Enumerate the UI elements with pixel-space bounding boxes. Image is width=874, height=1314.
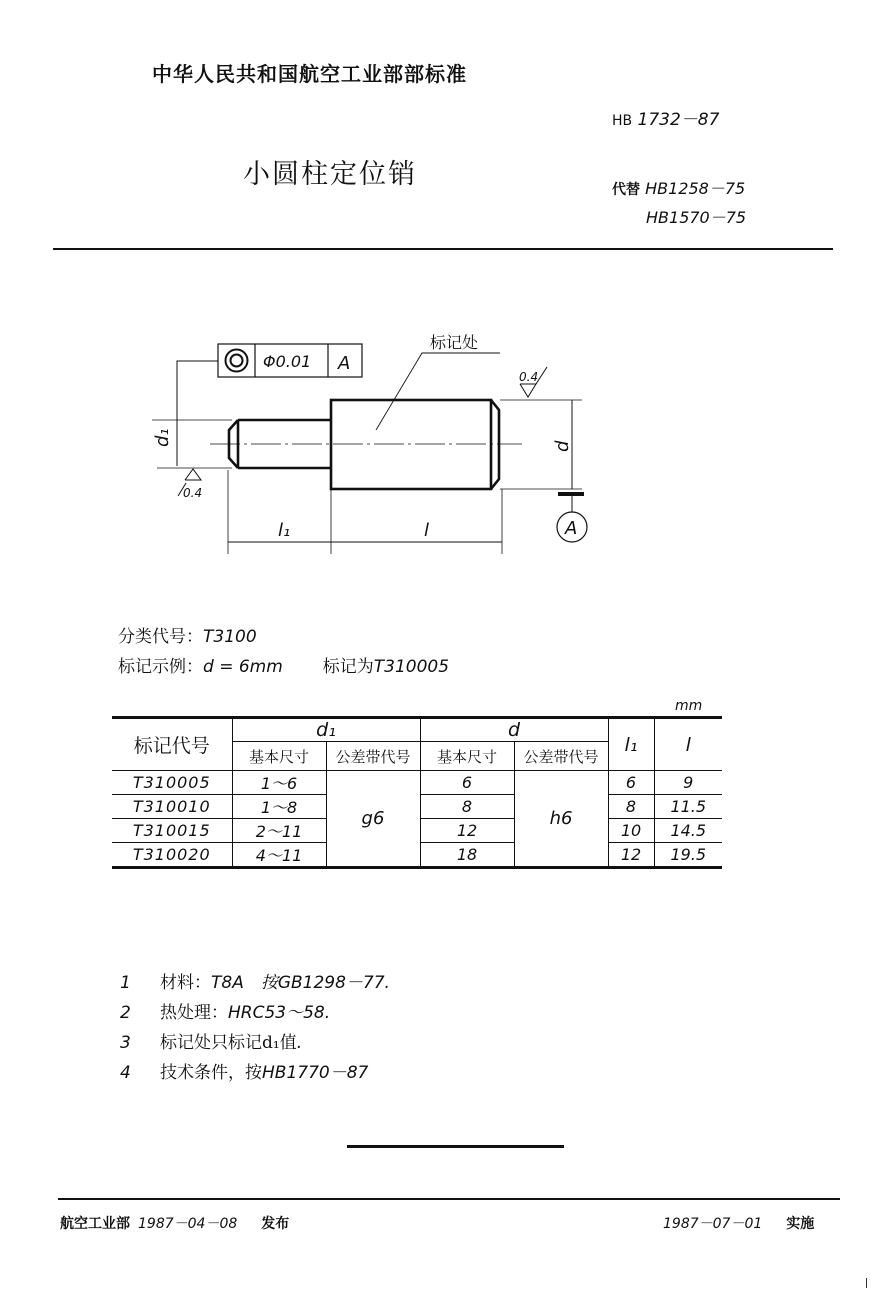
footer-effective [655,1213,814,1233]
note-item [120,998,390,1028]
cell-code: T310015 [112,819,232,843]
header-code: 标记代号 [112,718,232,771]
cell-l1: 10 [608,819,654,843]
scan-corner-mark [866,1278,870,1288]
note-label: 标记处只标记d₁值 [160,1033,297,1053]
roughness-icon-left [185,469,201,480]
cell-l: 9 [654,771,722,795]
note-label: 材料： [160,973,211,993]
marking-example [118,652,449,677]
standard-number-value: 1732－87 [637,110,720,130]
example-condition: d = 6mm [203,657,283,677]
replaces-label: 代替 [612,182,640,198]
mark-location-label: 标记处 [430,333,479,352]
spec-table [112,716,722,869]
cell-l1: 12 [608,843,654,868]
cell-code: T310020 [112,843,232,868]
standard-prefix: HB [612,113,633,129]
classification-value: T3100 [203,627,257,647]
technical-notes [120,968,390,1088]
dim-l1-label: l₁ [278,520,291,541]
marked-as-label: 标记为 [322,657,374,677]
note-number: 4 [120,1063,131,1083]
cell-d: 12 [420,819,514,843]
cell-d: 18 [420,843,514,868]
header-l: l [654,718,722,771]
table-unit: mm [675,698,703,714]
footer-divider [58,1198,840,1200]
example-label: 标记示例： [118,657,203,677]
cell-d1: 1～6 [232,771,326,795]
header-d1-tolerance: 公差带代号 [326,742,420,771]
header-d-tolerance: 公差带代号 [514,742,608,771]
dim-d1-label: d₁ [152,428,173,447]
header-divider [53,248,833,250]
cell-d-tolerance: h6 [514,771,608,868]
cell-d1: 1～8 [232,795,326,819]
technical-drawing [150,320,610,560]
issuing-organization: 中华人民共和国航空工业部部标准 [152,62,467,86]
effective-label: 实施 [786,1216,815,1232]
effective-date: 1987－07－01 [663,1216,763,1232]
cell-l: 14.5 [654,819,722,843]
note-item [120,968,390,998]
issue-label: 发布 [261,1216,290,1232]
note-number: 2 [120,1003,131,1023]
cell-l: 11.5 [654,795,722,819]
note-label: 热处理： [160,1003,228,1023]
end-of-content-rule [347,1145,564,1148]
note-label: 技术条件，按 [160,1063,262,1083]
cell-l1: 8 [608,795,654,819]
marked-as-value: T310005 [373,657,450,677]
tolerance-datum: A [338,353,351,374]
table-header-row [112,718,722,742]
note-text: HRC53～58. [228,1003,331,1023]
issuer: 航空工业部 [60,1216,130,1232]
header-d1-basic: 基本尺寸 [232,742,326,771]
cell-d: 6 [420,771,514,795]
classification-label: 分类代号： [118,627,203,647]
note-text: T8A 按GB1298－77. [211,973,390,993]
note-number: 3 [120,1033,131,1053]
classification-code [118,622,257,647]
replaced-standard-2: HB1570－75 [646,208,747,227]
replaces-line-1 [612,176,745,199]
note-text: HB1770－87 [262,1063,369,1083]
dim-l-label: l [424,520,430,541]
tolerance-value: Φ0.01 [263,352,312,371]
cell-d1: 4～11 [232,843,326,868]
dim-d-label: d [552,440,573,452]
note-item [120,1058,390,1088]
roughness-left-value: 0.4 [183,486,203,500]
standard-number [612,105,719,130]
roughness-icon-right [520,384,536,397]
cell-d: 8 [420,795,514,819]
note-item [120,1028,390,1058]
issue-date: 1987－04－08 [138,1216,238,1232]
note-text: . [296,1033,303,1053]
roughness-right-value: 0.4 [519,370,539,384]
header-l1: l₁ [608,718,654,771]
document-title: 小圆柱定位销 [243,159,417,190]
cell-l1: 6 [608,771,654,795]
datum-a-label: A [565,518,578,539]
replaced-standard-1: HB1258－75 [645,179,746,198]
header-d: d [420,718,608,742]
concentricity-icon [226,350,248,372]
cell-d1: 2～11 [232,819,326,843]
cell-code: T310005 [112,771,232,795]
header-d1: d₁ [232,718,420,742]
note-number: 1 [120,973,131,993]
table-row [112,771,722,795]
cell-code: T310010 [112,795,232,819]
header-d-basic: 基本尺寸 [420,742,514,771]
cell-d1-tolerance: g6 [326,771,420,868]
cell-l: 19.5 [654,843,722,868]
footer-issue [60,1213,289,1233]
